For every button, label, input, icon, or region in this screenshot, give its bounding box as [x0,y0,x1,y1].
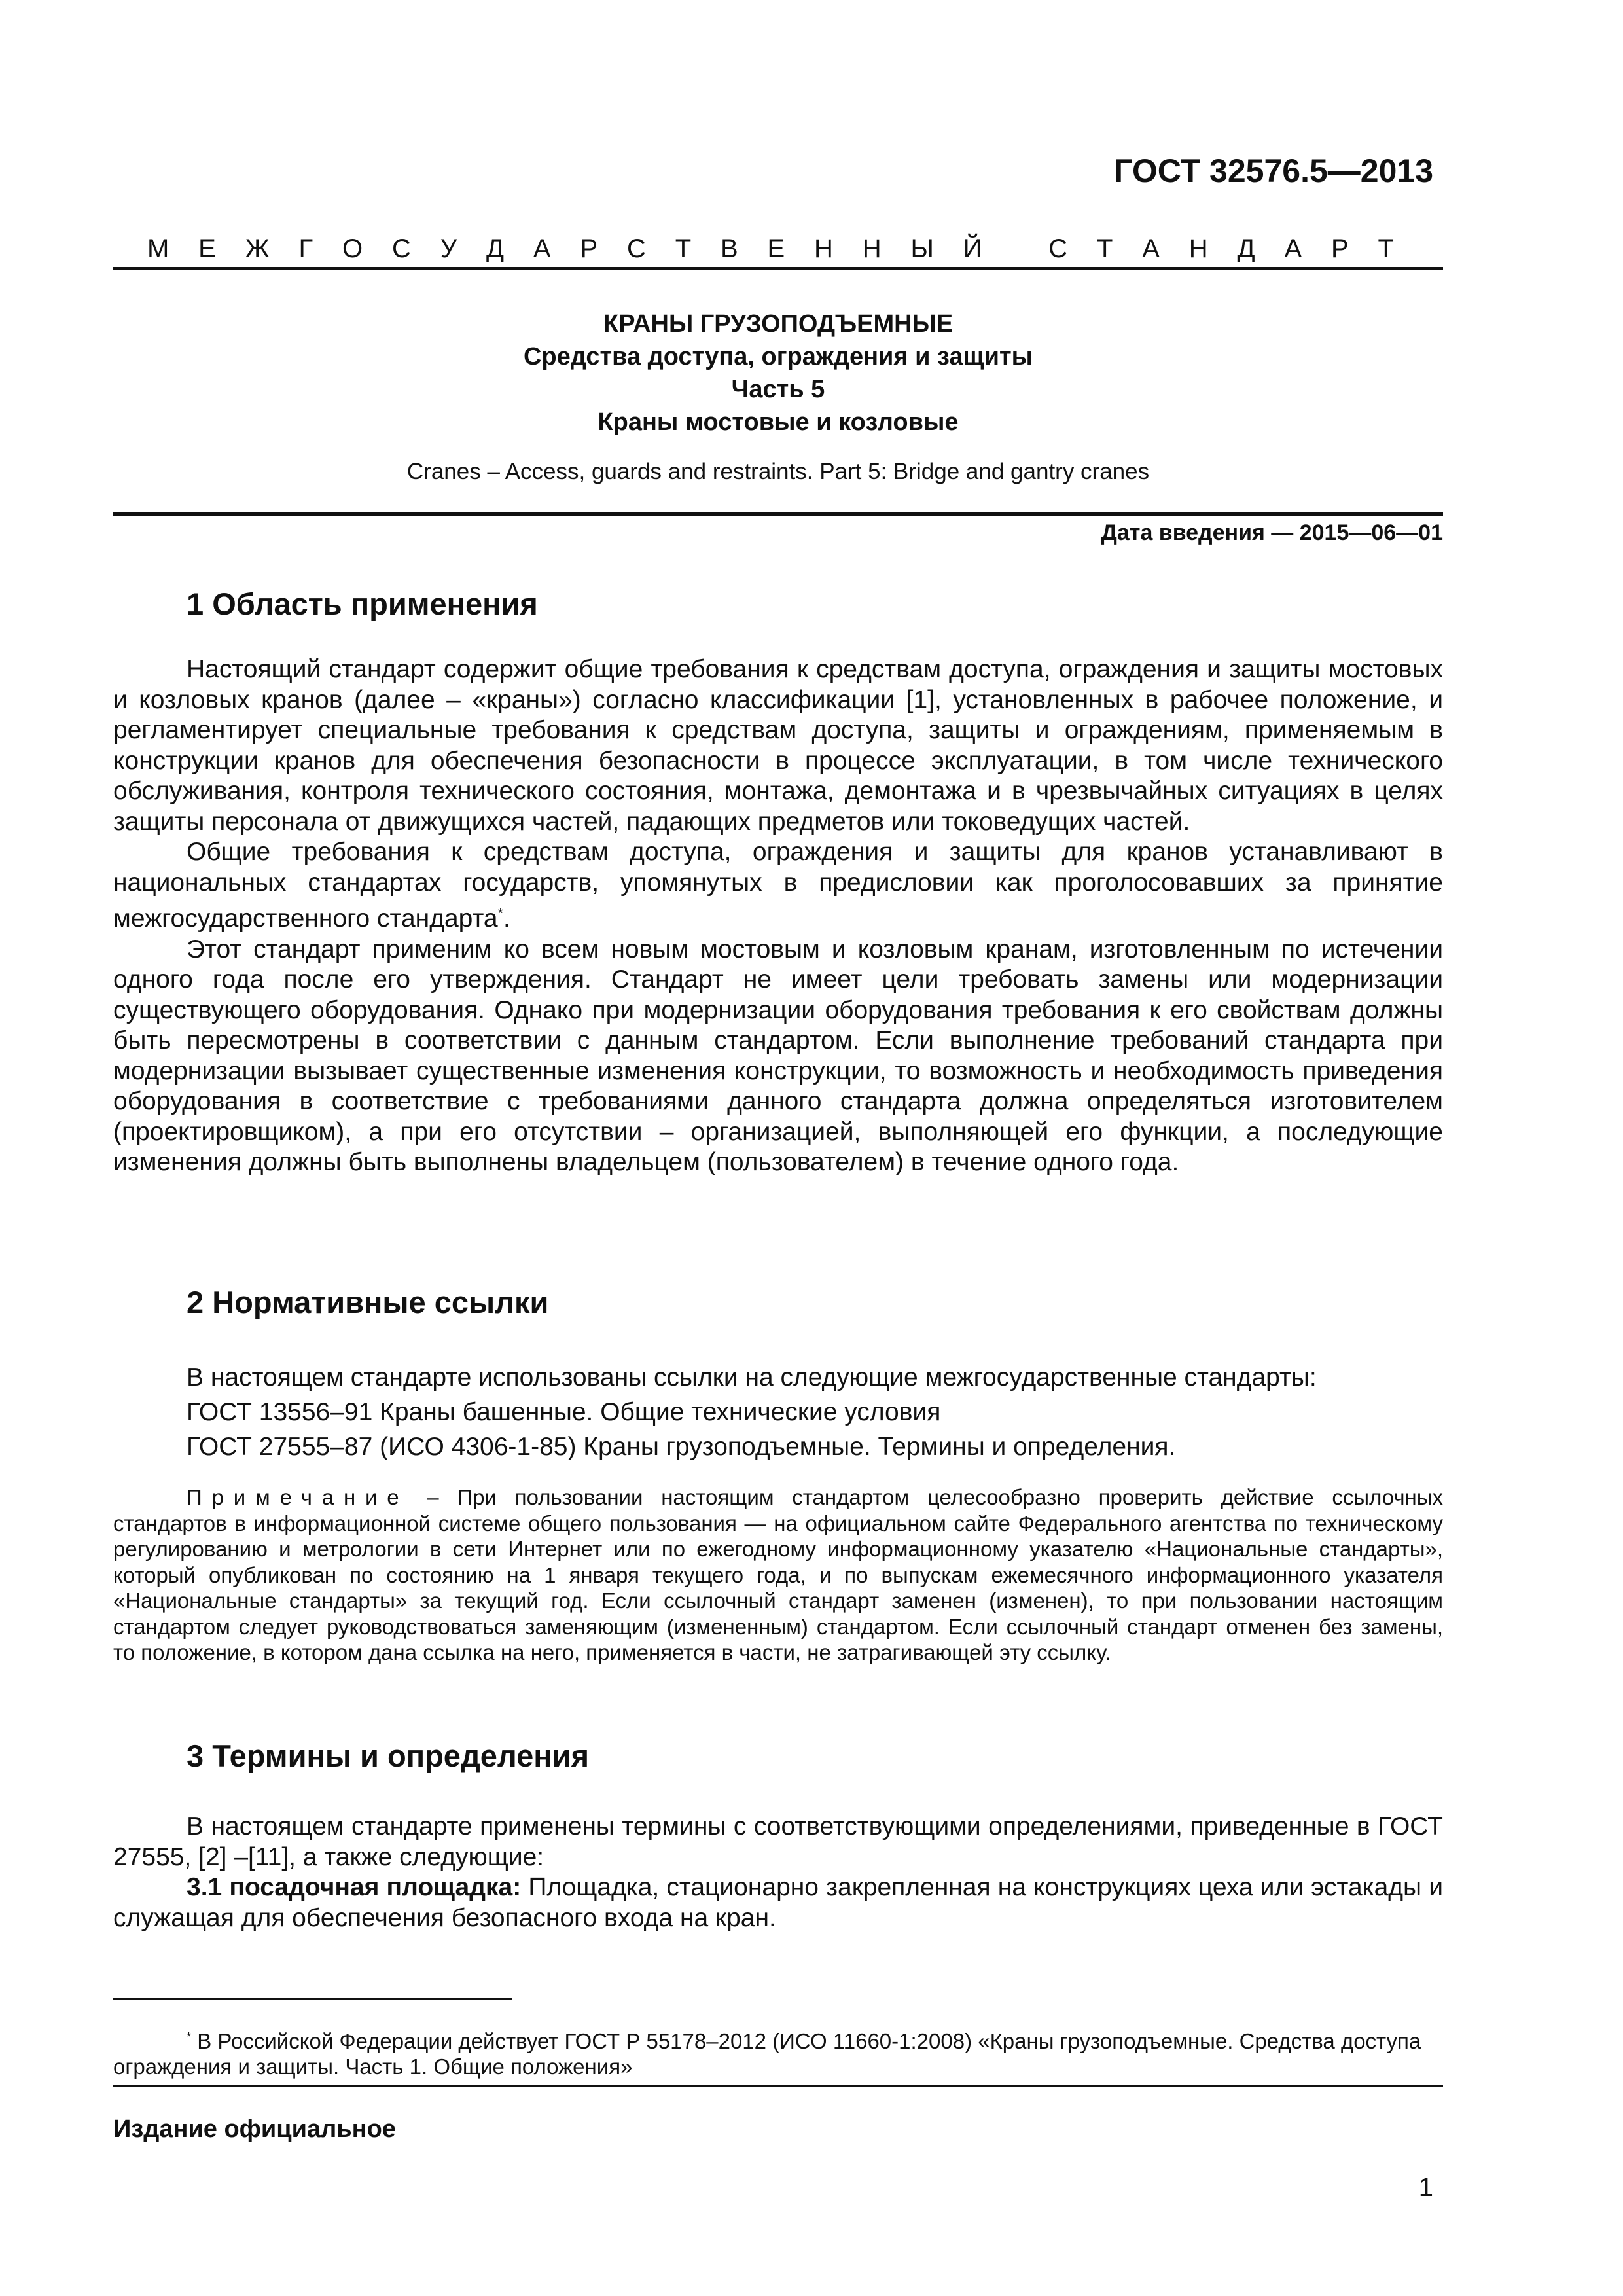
gost-number: ГОСТ 32576.5—2013 [1114,152,1433,189]
title-line: Средства доступа, ограждения и защиты [523,343,1033,370]
footnote-text: В Российской Федерации действует ГОСТ Р 55178–2012 (ИСО 11660-1:2008) «Краны грузоподъемные. Средства доступа ограждения и защиты. Часть 1. Общие положения» [113,2029,1421,2079]
header-divider [113,267,1443,270]
title-line: КРАНЫ ГРУЗОПОДЪЕМНЫЕ [603,310,954,338]
interstate-letter: Ж [245,234,270,263]
footnote-mark: * [187,2030,192,2043]
footnote [113,2024,1443,2079]
term-label: 3.1 посадочная площадка: [187,1873,522,1901]
footnote-mark: * [497,905,503,921]
interstate-letter: Н [1188,234,1208,263]
note-label: Примечание [187,1485,409,1509]
interstate-letter: Н [862,234,882,263]
interstate-letter: Т [675,234,692,263]
interstate-letter: Т [1096,234,1113,263]
interstate-letter: Ы [910,234,934,263]
paragraph: Настоящий стандарт содержит общие требования к средствам доступа, ограждения и защиты мостовых и козловых кранов (далее – «краны») согласно классификации [1], установленных в рабочее положение, и регламентирует специальные требования к средствам доступа, защиты и ограждениям, применяемым в конструкции кранов для обеспечения безопасности в процессе эксплуатации, в том числе технического обслуживания, контроля технического состояния, монтажа, демонтажа и в чрезвычайных ситуациях в целях защиты персонала от движущихся частей, падающих предметов или токоведущих частей. [113,655,1443,836]
section-body [113,655,1443,1178]
term-definition [113,1873,1443,1933]
intro-date: Дата введения — 2015—06—01 [1101,520,1443,545]
paragraph [113,837,1443,935]
title-divider [113,512,1443,516]
footnote-paragraph [113,2024,1443,2079]
paragraph-end: . [503,905,510,933]
interstate-letter: Р [580,234,598,263]
page-number: 1 [1418,2173,1433,2202]
paragraph: Этот стандарт применим ко всем новым мостовым и козловым кранам, изготовленным по истечении одного года после его утверждения. Стандарт не имеет цели требовать замены или модернизации существующего оборудования. Однако при модернизации оборудования требования к его свойствам должны быть пересмотрены в соответствии с данным стандартом. Если выполнение требований стандарта при модернизации вызывает существенные изменения конструкции, то возможность и необходимость приведения оборудования в соответствие с требованиями данного стандарта должна определяться изготовителем (проектировщиком), а при его отсутствии – организацией, выполняющей его функции, а последующие изменения должны быть выполнены владельцем (пользователем) в течение одного года. [113,935,1443,1176]
section-body [113,1812,1443,1933]
interstate-letter: Н [814,234,833,263]
english-title: Cranes – Access, guards and restraints. Part 5: Bridge and gantry cranes [406,459,1150,484]
interstate-letter: М [147,234,169,263]
section-heading: 1 Область применения [187,586,538,621]
footer-divider [113,2085,1443,2087]
interstate-letter: А [1284,234,1302,263]
interstate-letter: А [533,234,551,263]
interstate-letter: С [391,234,411,263]
title-line: Часть 5 [731,376,825,403]
interstate-standard-banner [147,234,1394,264]
paragraph-text: Общие требования к средствам доступа, ограждения и защиты для кранов устанавливают в национальных стандартах государств, упомянутых в предисловии как проголосовавших за принятие межгосударственного стандарта [113,838,1443,933]
standard-title [113,308,1443,488]
edition-label: Издание официальное [113,2115,396,2143]
interstate-letter: У [440,234,457,263]
interstate-letter: О [342,234,363,263]
reference-line: ГОСТ 13556–91 Краны башенные. Общие технические условия [187,1398,941,1426]
footnote-divider [113,1998,512,2000]
interstate-letter: С [626,234,646,263]
note-text: – При пользовании настоящим стандартом целесообразно проверить действие ссылочных стандартов в информационной системе общего пользования — на официальном сайте Федерального агентства по техническому регулированию и метрологии в сети Интернет или по ежегодному информационному указателю «Национальные стандарты», который опубликован по состоянию на 1 января текущего года, и по выпускам ежемесячного информационного указателя «Национальные стандарты» за текущий год. Если ссылочный стандарт заменен (изменен), то при пользовании настоящим стандартом следует руководствоваться заменяющим (измененным) стандартом. Если ссылочный стандарт отменен без замены, то положение, в котором дана ссылка на него, применяется в части, не затрагивающей эту ссылку. [113,1485,1443,1664]
section-heading: 2 Нормативные ссылки [187,1285,549,1319]
interstate-letter: Т [1378,234,1394,263]
interstate-letter: Д [486,234,505,263]
interstate-letter: Е [198,234,216,263]
title-line: Краны мостовые и козловые [597,408,959,436]
interstate-letter: Е [767,234,785,263]
reference-line: ГОСТ 27555–87 (ИСО 4306-1-85) Краны грузоподъемные. Термины и определения. [187,1433,1176,1461]
reference-line: В настоящем стандарте использованы ссылки на следующие межгосударственные стандарты: [187,1363,1317,1391]
interstate-letter: А [1142,234,1160,263]
interstate-letter: Г [298,234,313,263]
interstate-letter: Й [963,234,982,263]
normative-references [187,1360,1317,1464]
interstate-letter: Р [1330,234,1349,263]
interstate-letter: Д [1237,234,1255,263]
interstate-letter: С [1048,234,1068,263]
section-heading: 3 Термины и определения [187,1738,589,1773]
term-text: Площадка, стационарно закрепленная на конструкциях цеха или эстакады и служащая для обеспечения безопасного входа на кран. [113,1873,1443,1932]
interstate-letter: В [720,234,738,263]
note [113,1484,1443,1666]
paragraph: В настоящем стандарте применены термины с соответствующими определениями, приведенные в ГОСТ 27555, [2] –[11], а также следующие: [113,1812,1443,1871]
note-paragraph [113,1484,1443,1666]
